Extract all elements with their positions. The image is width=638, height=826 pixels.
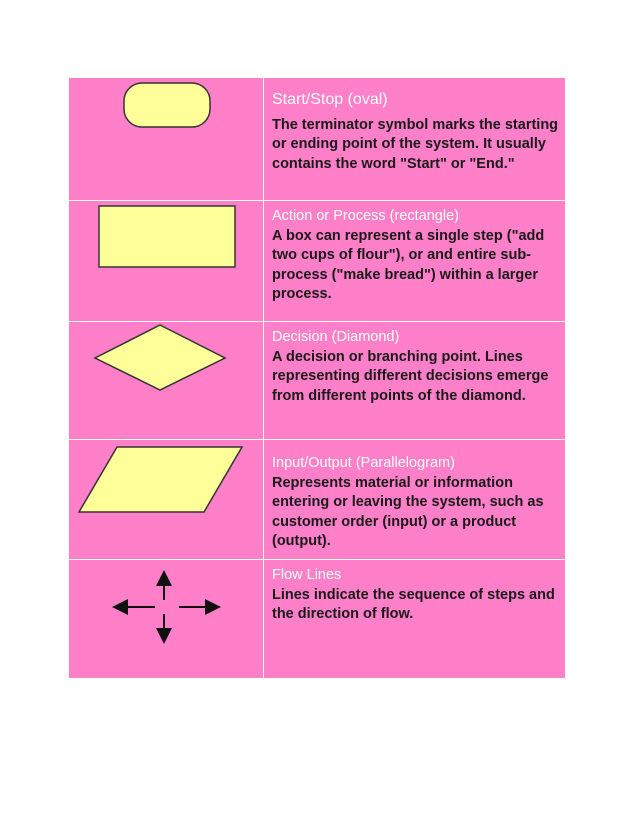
flow-arrows-icon bbox=[69, 560, 263, 678]
shape-cell bbox=[69, 78, 263, 200]
symbol-title: Action or Process (rectangle) bbox=[272, 208, 459, 224]
flowchart-symbols-table bbox=[68, 77, 566, 679]
symbol-title: Start/Stop (oval) bbox=[272, 91, 388, 108]
symbol-description: Represents material or information entering or leaving the system, such as customer order (input) or a product (output). bbox=[272, 474, 544, 549]
description-cell bbox=[272, 566, 562, 625]
table-row-action-process bbox=[69, 201, 565, 322]
oval-shape-icon bbox=[69, 78, 263, 201]
shape-cell bbox=[69, 440, 263, 559]
shape-cell bbox=[69, 322, 263, 439]
symbol-title: Decision (Diamond) bbox=[272, 329, 400, 345]
symbol-description: The terminator symbol marks the starting or ending point of the system. It usually contains the word "Start" or "End." bbox=[272, 116, 559, 172]
symbol-title: Input/Output (Parallelogram) bbox=[272, 455, 455, 471]
table-row-start-stop bbox=[69, 78, 565, 201]
diamond-shape-icon bbox=[69, 322, 263, 440]
description-cell bbox=[272, 207, 562, 305]
symbol-title: Flow Lines bbox=[272, 567, 342, 583]
table-row-flow-lines bbox=[69, 560, 565, 678]
rectangle-shape-icon bbox=[69, 201, 263, 322]
description-cell bbox=[272, 454, 562, 552]
parallelogram-shape-icon bbox=[69, 440, 263, 560]
shape-cell bbox=[69, 560, 263, 678]
table-row-input-output bbox=[69, 440, 565, 560]
symbol-description: Lines indicate the sequence of steps and the direction of flow. bbox=[272, 586, 555, 622]
description-cell bbox=[272, 328, 562, 406]
description-cell bbox=[272, 84, 562, 174]
table-row-decision bbox=[69, 322, 565, 440]
shape-cell bbox=[69, 201, 263, 321]
symbol-description: A decision or branching point. Lines representing different decisions emerge from different points of the diamond. bbox=[272, 348, 549, 404]
symbol-description: A box can represent a single step ("add two cups of flour"), or and entire sub-process ("make bread") within a larger process. bbox=[272, 227, 545, 302]
